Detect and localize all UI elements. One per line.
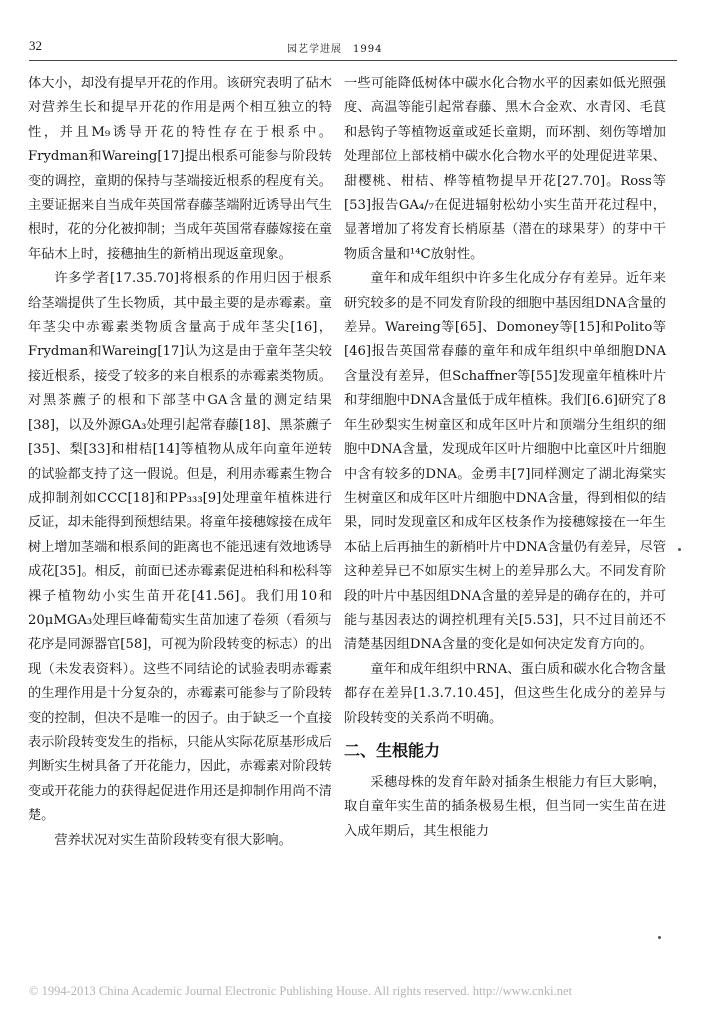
copyright-footer: © 1994-2013 China Academic Journal Electronic Publishing House. All rights reserved. http://www.cnki.net <box>29 984 572 998</box>
section-heading: 二、生根能力 <box>344 740 441 760</box>
journal-title: 园艺学进展 1994 <box>287 44 383 55</box>
paragraph: 童年和成年组织中许多生化成分存有差异。近年来研究较多的是不同发育阶段的细胞中基因组DNA含量的差异。Wareing等[65]、Domoney等[15]和Polito等[46]报告英国常春藤的童年和成年组织中单细胞DNA含量没有差异，但Schaffner等[55]发现童年植株叶片和芽细胞中DNA含量低于成年植株。我们[6.6]研究了8年生砂梨实生树童区和成年区叶片和顶端分生组织的细胞中DNA含量，发现成年区叶片细胞中比童区叶片细胞中含有较多的DNA。金勇丰[7]同样测定了湖北海棠实生树童区和成年区叶片细胞中DNA含量，得到相似的结果，同时发现童区和成年区枝条作为接穗嫁接在一年生本砧上后再抽生的新梢叶片中DNA含量仍有差异，尽管这种差异已不如原实生树上的差异那么大。不同发育阶段的叶片中基因组DNA含量的差异是的确存在的，并可能与基因表达的调控机理有关[5.53]，只不过目前还不清楚基因组DNA含量的变化是如何决定发育方向的。 <box>344 271 666 653</box>
scan-speck <box>678 548 681 551</box>
left-column <box>28 72 332 853</box>
page-number: 32 <box>29 38 42 53</box>
header-rule <box>29 60 677 61</box>
paragraph: 营养状况对实生苗阶段转变有很大影响。 <box>54 832 292 848</box>
paragraph: 采穗母株的发育年龄对插条生根能力有巨大影响，取自童年实生苗的插条极易生根，但当同一实生苗在进入成年期后，其生根能力 <box>344 774 666 839</box>
paragraph: 体大小，却没有提早开花的作用。该研究表明了砧木对营养生长和提早开花的作用是两个相互独立的特性，并且M₉诱导开花的特性存在于根系中。Frydman和Wareing[17]提出根系可能参与阶段转变的调控，童期的保持与茎端接近根系的程度有关。主要证据来自当成年英国常春藤茎端附近诱导出气生根时，花的分化被抑制；当成年英国常春藤嫁接在童年砧木上时，接穗抽生的新梢出现返童现象。 <box>28 76 332 262</box>
scan-speck <box>658 936 661 939</box>
paragraph: 童年和成年组织中RNA、蛋白质和碳水化合物含量都存在差异[1.3.7.10.45]，但这些生化成分的差异与阶段转变的关系尚不明确。 <box>344 661 666 726</box>
right-column <box>344 72 666 844</box>
paragraph: 许多学者[17.35.70]将根系的作用归因于根系给茎端提供了生长物质，其中最主要的是赤霉素。童年茎尖中赤霉素类物质含量高于成年茎尖[16]，Frydman和Wareing[17]认为这是由于童年茎尖较接近根系，接受了较多的来自根系的赤霉素类物质。对黑茶藨子的根和下部茎中GA含量的测定结果[38]，以及外源GA₃处理引起常春藤[18]、黑茶藨子[35]、梨[33]和柑桔[14]等植物从成年向童年逆转的试验都支持了这一假说。但是，利用赤霉素生物合成抑制剂如CCC[18]和PP₃₃₃[9]处理童年植株进行反证，却未能得到预想结果。将童年接穗嫁接在成年树上增加茎端和根系间的距离也不能迅速有效地诱导成花[35]。相反，前面已述赤霉素促进柏科和松科等裸子植物幼小实生苗开花[41.56]。我们用10和20μMGA₃处理巨峰葡萄实生苗加速了卷须（看须与花序是同源器官[58]，可视为阶段转变的标志）的出现（未发表资料）。这些不同结论的试验表明赤霉素的生理作用是十分复杂的，赤霉素可能参与了阶段转变的控制，但决不是唯一的因子。由于缺乏一个直接表示阶段转变发生的指标，只能从实际花原基形成后判断实生树具备了开花能力，因此，赤霉素对阶段转变或开花能力的获得起促进作用还是抑制作用尚不清楚。 <box>28 271 333 824</box>
paragraph: 一些可能降低树体中碳水化合物水平的因素如低光照强度、高温等能引起常春藤、黑木合金欢、水青冈、毛茛和悬钩子等植物返童或延长童期，而环割、刻伤等增加处理部位上部枝梢中碳水化合物水平的处理促进苹果、甜樱桃、柑桔、桦等植物提早开花[27.70]。Ross等[53]报告GA₄/₇在促进辐射松幼小实生苗开花过程中，显著增加了将发育长梢原基（潜在的球果芽）的芽中干物质含量和¹⁴C放射性。 <box>344 76 666 262</box>
